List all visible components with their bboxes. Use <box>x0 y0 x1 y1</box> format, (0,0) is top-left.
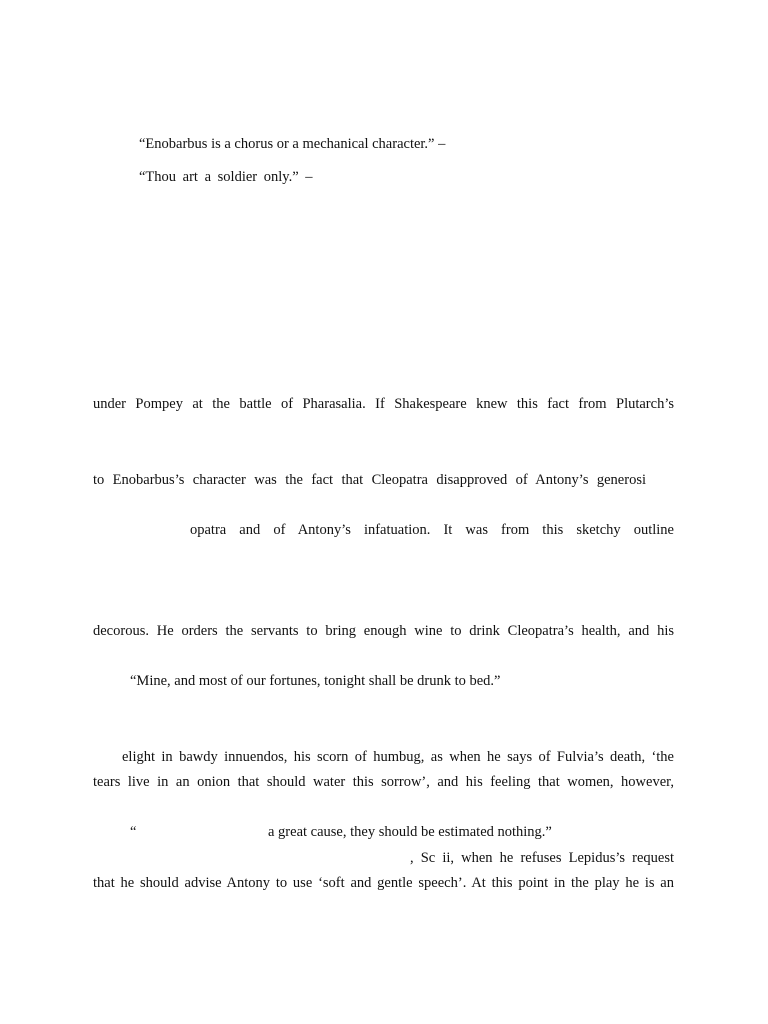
paragraph-line: , Sc ii, when he refuses Lepidus’s request <box>410 850 674 866</box>
epigraph-quote-2: “Thou art a soldier only.” – <box>139 169 313 185</box>
paragraph-line: under Pompey at the battle of Pharasalia. If Shakespeare knew this fact from Plutarch’s <box>93 396 674 412</box>
paragraph-line: elight in bawdy innuendos, his scorn of humbug, as when he says of Fulvia’s death, ‘the <box>122 749 674 765</box>
paragraph-line: decorous. He orders the servants to bring enough wine to drink Cleopatra’s health, and his <box>93 623 674 639</box>
epigraph-quote-1: “Enobarbus is a chorus or a mechanical character.” – <box>139 136 446 152</box>
open-quote-mark: “ <box>130 824 137 840</box>
paragraph-line: a great cause, they should be estimated nothing.” <box>268 824 552 840</box>
block-quote: “Mine, and most of our fortunes, tonight shall be drunk to bed.” <box>130 673 501 689</box>
paragraph-line: opatra and of Antony’s infatuation. It was from this sketchy outline <box>190 522 674 538</box>
paragraph-line: tears live in an onion that should water this sorrow’, and his feeling that women, however, <box>93 774 674 790</box>
paragraph-line: to Enobarbus’s character was the fact that Cleopatra disapproved of Antony’s generosi <box>93 472 646 488</box>
paragraph-line: that he should advise Antony to use ‘soft and gentle speech’. At this point in the play he is an <box>93 875 674 891</box>
